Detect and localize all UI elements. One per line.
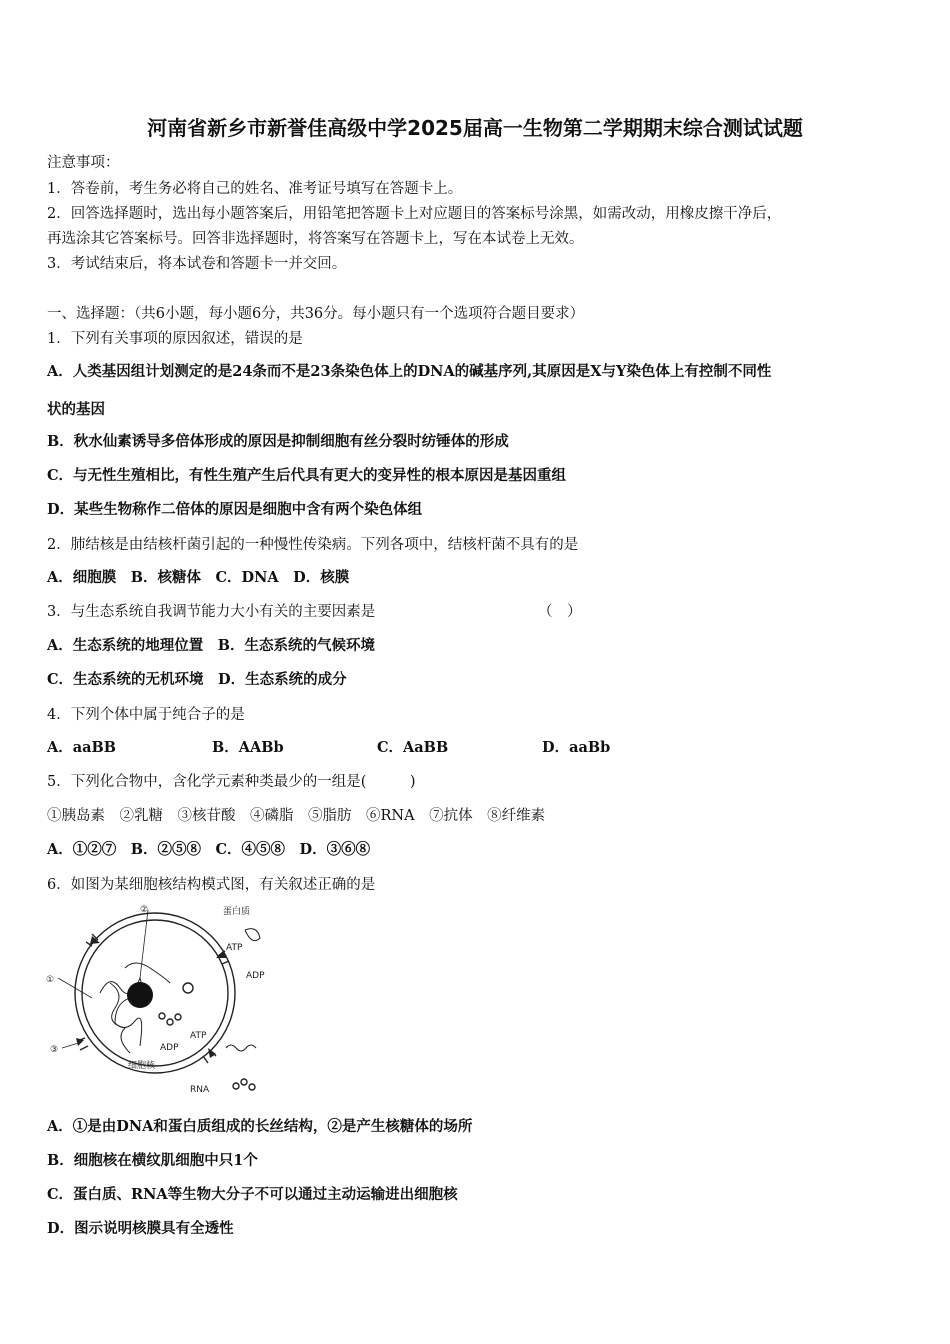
q5-options: A．①②⑦ B．②⑤⑧ C．④⑤⑧ D．③⑥⑧ (47, 841, 371, 858)
label-rna: RNA (190, 1085, 210, 1095)
inner-membrane (82, 920, 228, 1066)
notice-item-3: 3．考试结束后，将本试卷和答题卡一并交回。 (47, 256, 347, 272)
q1-option-c: C．与无性生殖相比，有性生殖产生后代具有更大的变异性的根本原因是基因重组 (47, 467, 567, 484)
q1-stem: 1．下列有关事项的原因叙述，错误的是 (47, 331, 303, 347)
q4-stem: 4．下列个体中属于纯合子的是 (47, 707, 245, 723)
q6-stem: 6．如图为某细胞核结构模式图，有关叙述正确的是 (47, 877, 376, 893)
q4-option-a: A．aaBB (47, 739, 117, 756)
label-atp-bottom: ATP (190, 1031, 207, 1041)
q3-options-ab: A．生态系统的地理位置 B．生态系统的气候环境 (47, 637, 376, 654)
label-atp-top: ATP (226, 943, 243, 953)
outer-membrane (75, 913, 235, 1073)
q6-option-b: B．细胞核在横纹肌细胞中只1个 (47, 1152, 258, 1169)
q1-option-d: D．某些生物称作二倍体的原因是细胞中含有两个染色体组 (47, 501, 423, 518)
notice-item-1: 1．答卷前，考生务必将自己的姓名、准考证号填写在答题卡上。 (47, 181, 463, 197)
q4-option-c: C．AaBB (377, 739, 449, 756)
q2-stem: 2．肺结核是由结核杆菌引起的一种慢性传染病。下列各项中，结核杆菌不具有的是 (47, 537, 579, 553)
label-2: ② (140, 905, 149, 915)
q4-option-d: D．aaBb (542, 739, 611, 756)
q5-stem: 5．下列化合物中，含化学元素种类最少的一组是( ) (47, 774, 416, 790)
label-adp-top: ADP (246, 971, 265, 981)
q6-option-d: D．图示说明核膜具有全透性 (47, 1220, 234, 1237)
page-title: 河南省新乡市新誉佳高级中学2025届高一生物第二学期期末综合测试试题 (147, 116, 803, 140)
q2-options: A．细胞膜 B．核糖体 C．DNA D．核膜 (47, 569, 350, 586)
q1-option-b: B．秋水仙素诱导多倍体形成的原因是抑制细胞有丝分裂时纺锤体的形成 (47, 433, 509, 450)
notice-item-2-cont: 再选涂其它答案标号。回答非选择题时，将答案写在答题卡上，写在本试卷上无效。 (47, 231, 584, 247)
label-adp-bottom: ADP (160, 1043, 179, 1053)
label-nucleus: 细胞核 (128, 1061, 156, 1071)
q1-option-a-cont: 状的基因 (47, 401, 105, 418)
q3-stem: 3．与生态系统自我调节能力大小有关的主要因素是 (47, 604, 376, 620)
section-heading: 一、选择题：（共6小题，每小题6分，共36分。每小题只有一个选项符合题目要求） (47, 306, 585, 322)
label-1: ① (46, 975, 55, 985)
q4-option-b: B．AABb (212, 739, 284, 756)
notice-heading: 注意事项： (47, 155, 120, 171)
label-protein: 蛋白质 (223, 907, 251, 917)
notice-item-2: 2．回答选择题时，选出每小题答案后，用铅笔把答题卡上对应题目的答案标号涂黑，如需改动，用橡皮擦干净后， (47, 206, 782, 222)
label-3: ③ (50, 1045, 59, 1055)
q5-items: ①胰岛素 ②乳糖 ③核苷酸 ④磷脂 ⑤脂肪 ⑥RNA ⑦抗体 ⑧纤维素 (47, 808, 546, 824)
q3-answer-paren: （ ） (538, 604, 582, 620)
q6-option-a: A．①是由DNA和蛋白质组成的长丝结构，②是产生核糖体的场所 (47, 1118, 473, 1135)
q3-options-cd: C．生态系统的无机环境 D．生态系统的成分 (47, 671, 347, 688)
q1-option-a: A．人类基因组计划测定的是24条而不是23条染色体上的DNA的碱基序列,其原因是X与Y染色体上有控制不同性 (47, 363, 772, 380)
q6-option-c: C．蛋白质、RNA等生物大分子不可以通过主动运输进出细胞核 (47, 1186, 458, 1203)
nucleolus (127, 982, 153, 1008)
cell-nucleus-diagram (40, 898, 280, 1098)
